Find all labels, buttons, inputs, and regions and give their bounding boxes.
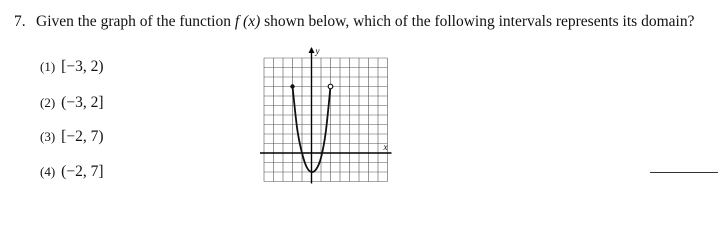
choice-2[interactable] [40, 94, 104, 112]
question-text-before: Given the graph of the function [36, 13, 235, 30]
choice-1[interactable] [40, 58, 104, 76]
question-number: 7. [14, 13, 26, 30]
choice-label: (3) [40, 129, 56, 144]
function-label: f (x) [234, 13, 261, 30]
y-axis-arrow [309, 47, 315, 53]
question-text [14, 13, 694, 31]
choice-value: (−2, 7] [61, 163, 104, 180]
x-axis-label: x [383, 142, 388, 152]
question-text-after: shown below, which of the following intervals represents its domain? [260, 13, 695, 30]
answer-line [650, 172, 718, 173]
y-axis-label: y [315, 46, 320, 56]
graph-grid [264, 58, 388, 182]
choice-value: (−3, 2] [61, 94, 104, 111]
choice-value: [−3, 2) [61, 58, 104, 75]
choice-label: (2) [40, 95, 56, 110]
choice-value: [−2, 7) [61, 128, 104, 145]
choice-3[interactable] [40, 128, 104, 146]
choice-label: (1) [40, 59, 56, 74]
closed-endpoint [290, 84, 294, 88]
choice-4[interactable] [40, 163, 104, 181]
choice-label: (4) [40, 164, 56, 179]
function-graph [259, 46, 409, 188]
open-endpoint [328, 84, 333, 89]
